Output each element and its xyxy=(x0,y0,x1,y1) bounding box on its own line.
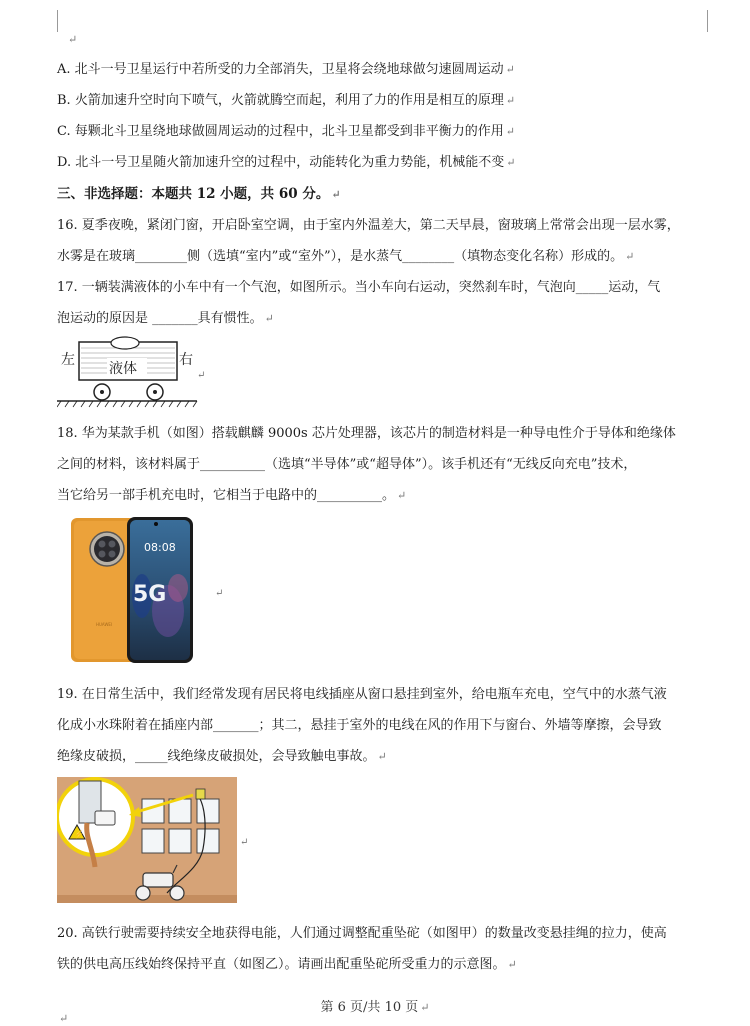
option-d: D. 北斗一号卫星随火箭加速升空的过程中，动能转化为重力势能，机械能不变 ↵ xyxy=(57,155,516,170)
air-bubble xyxy=(111,337,139,349)
page-footer: 第 6 页/共 10 页 ↵ xyxy=(320,1000,430,1015)
phone-clock: 08:08 xyxy=(144,541,176,554)
q18-line-2: 之间的材料，该材料属于__________（选填“半导体”或“超导体”）。该手机还有“无线反向充电”技术， xyxy=(57,457,637,472)
svg-text:↵: ↵ xyxy=(215,588,224,599)
svg-text:↵: ↵ xyxy=(240,837,249,848)
option-b: B. 火箭加速升空时向下喷气，火箭就腾空而起，利用了力的作用是相互的原理 ↵ xyxy=(57,93,516,108)
q18-line-3: 当它给另一部手机充电时，它相当于电路中的__________。 ↵ xyxy=(57,488,407,503)
option-c: C. 每颗北斗卫星绕地球做圆周运动的过程中，北斗卫星都受到非平衡力的作用 ↵ xyxy=(57,124,515,139)
svg-text:⚡: ⚡ xyxy=(74,830,84,839)
paragraph-mark: ↵ xyxy=(68,33,78,46)
phone-brand: HUAWEI xyxy=(96,622,113,627)
crop-mark-right xyxy=(707,10,708,32)
liquid-label: 液体 xyxy=(109,361,137,377)
cart-left-label: 左 xyxy=(61,352,75,368)
q16-line-2: 水雾是在玻璃________侧（选填“室内”或“室外”），是水蒸气________（填物态变化名称）形成的。 ↵ xyxy=(57,249,635,264)
q20-line-2: 铁的供电高压线始终保持平直（如图乙）。请画出配重坠砣所受重力的示意图。 ↵ xyxy=(57,957,517,972)
ground-hatching xyxy=(57,401,197,407)
option-a: A. 北斗一号卫星运行中若所受的力全部消失，卫星将会绕地球做匀速圆周运动 ↵ xyxy=(57,62,515,77)
section-heading: 三、非选择题：本题共 12 小题，共 60 分。 ↵ xyxy=(57,186,341,202)
phone-5g-label: 5G xyxy=(133,582,167,607)
q20-line-1: 20. 高铁行驶需要持续安全地获得电能，人们通过调整配重坠砣（如图甲）的数量改变悬挂绳的拉力，使高 xyxy=(57,926,667,941)
q16-line-1: 16. 夏季夜晚，紧闭门窗，开启卧室空调，由于室内外温差大，第二天早晨，窗玻璃上常常会出现一层水雾， xyxy=(57,218,680,233)
crop-mark-left xyxy=(57,10,58,32)
q17-line-1: 17. 一辆装满液体的小车中有一个气泡，如图所示。当小车向右运动，突然刹车时，气泡向_____运动，气 xyxy=(57,280,661,295)
paragraph-mark-bottom: ↵ xyxy=(59,1012,69,1025)
q19-line-2: 化成小水珠附着在插座内部_______；其二，悬挂于室外的电线在风的作用下与窗台、外墙等摩擦，会导致 xyxy=(57,718,662,733)
cart-figure xyxy=(57,332,217,412)
cart-right-label: 右 xyxy=(179,352,193,368)
q19-line-3: 绝缘皮破损，_____线绝缘皮破损处，会导致触电事故。 ↵ xyxy=(57,749,387,764)
q17-line-2: 泡运动的原因是 _______具有惯性。 ↵ xyxy=(57,311,274,326)
svg-text:↵: ↵ xyxy=(197,370,206,381)
q18-line-1: 18. 华为某款手机（如图）搭载麒麟 9000s 芯片处理器，该芯片的制造材料是一种导电性介于导体和绝缘体 xyxy=(57,426,676,441)
outdoor-socket-figure xyxy=(57,777,252,905)
q19-line-1: 19. 在日常生活中，我们经常发现有居民将电线插座从窗口悬挂到室外，给电瓶车充电，空气中的水蒸气液 xyxy=(57,687,667,702)
phone-figure xyxy=(70,516,230,666)
